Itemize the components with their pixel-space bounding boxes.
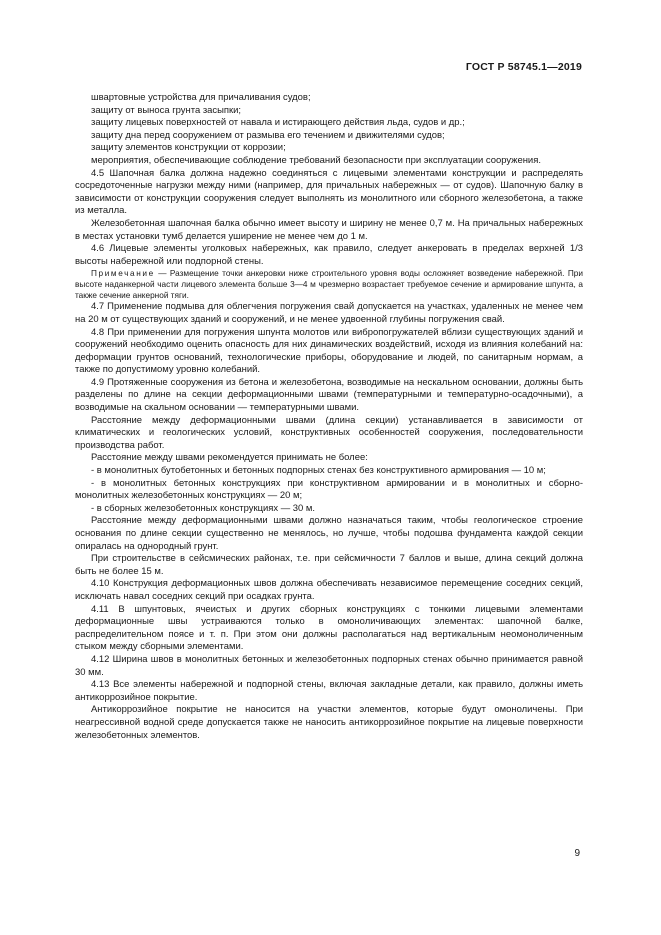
list-item: мероприятия, обеспечивающие соблюдение требований безопасности при эксплуатации сооружения. bbox=[91, 154, 541, 166]
paragraph-4-12: 4.12 Ширина швов в монолитных бетонных и железобетонных подпорных стенах обычно принимается равной 30 мм. bbox=[75, 653, 583, 678]
paragraph-4-11: 4.11 В шпунтовых, ячеистых и других сборных конструкциях с тонкими лицевыми элементами деформационные швы устраиваются только в омоноличивающих элементах: шапочной балке, распределительном поясе и т. п. При этом они должны располагаться над вертикальным неомоноличенным стыком между сборными элементами. bbox=[75, 603, 583, 653]
paragraph-4-9-seismic: При строительстве в сейсмических районах, т.е. при сейсмичности 7 баллов и выше, длина секций должна быть не более 15 м. bbox=[75, 553, 583, 577]
paragraph-4-9-spacing: Расстояние между деформационными швами (длина секции) устанавливается в зависимости от климатических и геологических условий, конструктивных особенностей сооружения, последовательности производства работ. bbox=[75, 414, 583, 451]
list-item: швартовные устройства для причаливания судов; bbox=[91, 92, 311, 103]
paragraph-4-8: 4.8 При применении для погружения шпунта молотов или вибропогружателей вблизи существующих зданий и сооружений необходимо оценить опасность для них динамических воздействий, исходя из влияния колебаний на: деформации грунтов оснований, технологические приборы, оборудование и людей, по санитарным нормам, а также по допустимому уровню колебаний. bbox=[75, 326, 583, 376]
list-item: защиту лицевых поверхностей от навала и истирающего действия льда, судов и др.; bbox=[91, 117, 465, 129]
document-code: ГОСТ Р 58745.1—2019 bbox=[465, 61, 582, 73]
paragraph-4-10: 4.10 Конструкция деформационных швов должна обеспечивать независимое перемещение соседних секций, исключать навал соседних секций при осадках грунта. bbox=[75, 578, 583, 602]
note-label: Примечание bbox=[91, 269, 155, 279]
list-item: - в сборных железобетонных конструкциях — 30 м. bbox=[91, 502, 316, 514]
list-item: защиту от выноса грунта засыпки; bbox=[91, 104, 242, 116]
paragraph-4-13-cont: Антикоррозийное покрытие не наносится на участки элементов, которые будут омоноличены. При неагрессивной водной среде допускается также не наносить антикоррозийное покрытие на лицевые поверхности железобетонных элементов. bbox=[75, 704, 583, 741]
list-item: - в монолитных бетонных конструкциях при конструктивном армировании и в монолитных и сборно-монолитных железобетонных конструкциях — 20 м; bbox=[75, 477, 583, 502]
note bbox=[75, 268, 583, 301]
list-item: - в монолитных бутобетонных и бетонных подпорных стенах без конструктивного армирования — 10 м; bbox=[91, 465, 546, 477]
paragraph-4-9-recommend: Расстояние между швами рекомендуется принимать не более: bbox=[91, 452, 368, 464]
paragraph-4-5-cont: Железобетонная шапочная балка обычно имеет высоту и ширину не менее 0,7 м. На причальных набережных в местах установки тумб делается уширение не менее чем до 1 м. bbox=[75, 217, 583, 242]
paragraph-4-7: 4.7 Применение подмыва для облегчения погружения свай допускается на участках, удаленных не менее чем на 20 м от существующих зданий и сооружений, и не менее удвоенной глубины погружения свай. bbox=[75, 301, 583, 325]
note-text: — Размещение точки анкеровки ниже строительного уровня воды осложняет возведение набережной. При высоте наданкерной части лицевого элемента больше 3—4 м чрезмерно возрастает требуемое сечение и армирование шпунта, а также сечение анкерной тяги. bbox=[75, 269, 583, 301]
paragraph-4-9-geology: Расстояние между деформационными швами должно назначаться таким, чтобы геологическое строение основания по длине секции существенно не менялось, но лучше, чтобы подошва фундамента каждой секции опиралась на однородный грунт. bbox=[75, 515, 583, 552]
list-item: защиту элементов конструкции от коррозии; bbox=[91, 142, 286, 154]
document-body bbox=[75, 92, 583, 742]
paragraph-4-6: 4.6 Лицевые элементы уголковых набережных, как правило, следует анкеровать в пределах верхней 1/3 высоты набережной или подпорной стены. bbox=[75, 243, 583, 267]
page-number: 9 bbox=[574, 848, 580, 859]
list-item: защиту дна перед сооружением от размыва его течением и движителями судов; bbox=[91, 129, 445, 141]
paragraph-4-13: 4.13 Все элементы набережной и подпорной стены, включая закладные детали, как правило, должны иметь антикоррозийное покрытие. bbox=[75, 679, 583, 703]
paragraph-4-9: 4.9 Протяженные сооружения из бетона и железобетона, возводимые на нескальном основании, должны быть разделены по длине на секции деформационными швами (температурными и температурно-осадочными), а возводимые на скальном основании — температурными швами. bbox=[75, 376, 583, 414]
paragraph-4-5: 4.5 Шапочная балка должна надежно соединяться с лицевыми элементами конструкции и распределять сосредоточенные нагрузки между ними (например, для причальных набережных — от судов). Шапочную балку в зависимости от конструкции сооружения следует выполнять из монолитного или сборного железобетона, а также из металла. bbox=[75, 167, 583, 217]
